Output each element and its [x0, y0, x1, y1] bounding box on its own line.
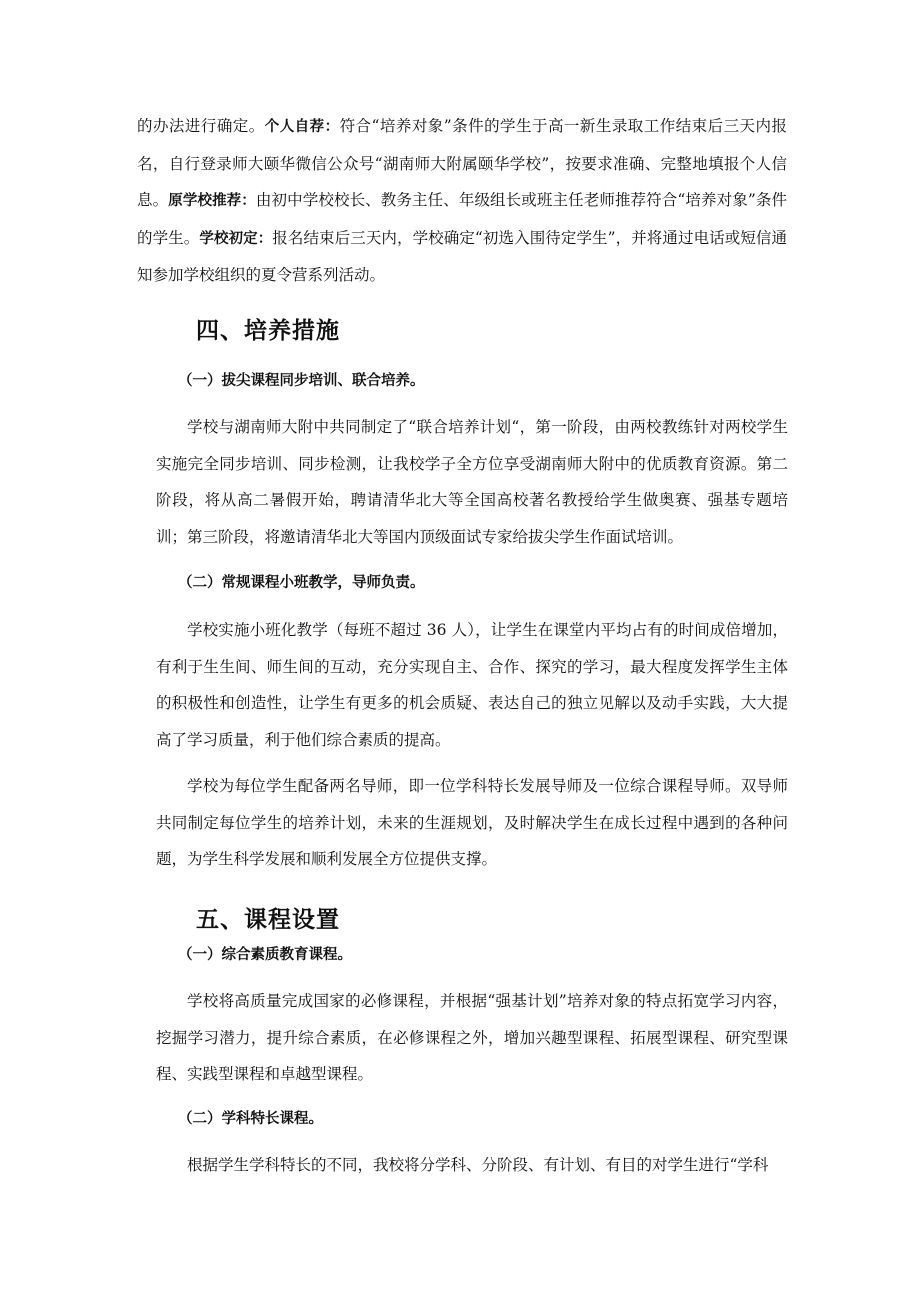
paragraph-text: 根据学生学科特长的不同，我校将分学科、分阶段、有计划、有目的对学生进行“学科	[187, 1156, 769, 1174]
section-4-sub-2-paragraph-2	[156, 768, 788, 878]
section-4-sub-2-paragraph-1	[156, 612, 788, 758]
intro-text-1: 的办法进行确定。	[137, 117, 265, 135]
section-5-sub-1-paragraph	[156, 983, 788, 1093]
intro-text-2: 符合“培养对象”条件的学生于高一新生录取工作结束后三天内报名，自行登录师大颐华微信公众号“湖南师大附属颐华学校”，按要求准确、完整地填报个人信息。	[137, 117, 787, 209]
section-5-sub-2-heading: （二）学科特长课程。	[178, 1111, 323, 1127]
section-5-sub-1-heading: （一）综合素质教育课程。	[178, 947, 352, 963]
intro-text-3: 由初中学校校长、教务主任、年级组长或班主任老师推荐符合“培养对象”条件的学生。	[137, 191, 788, 247]
intro-label-initial: 学校初定：	[199, 230, 273, 247]
section-4-title: 四、培养措施	[196, 317, 340, 344]
paragraph-text: 学校为每位学生配备两名导师，即一位学科特长发展导师及一位综合课程导师。双导师共同制定每位学生的培养计划，未来的生涯规划，及时解决学生在成长过程中遇到的各种问题，为学生科学发展和顺利发展全方位提供支撑。	[156, 777, 788, 868]
section-5-title: 五、课程设置	[196, 906, 340, 933]
intro-text-4: 报名结束后三天内，学校确定“初选入围待定学生”，并将通过电话或短信通知参加学校组织的夏令营系列活动。	[137, 228, 787, 284]
intro-label-school: 原学校推荐：	[168, 193, 256, 209]
paragraph-text: 学校与湖南师大附中共同制定了“联合培养计划“，第一阶段，由两校教练针对两校学生实施完全同步培训、同步检测，让我校学子全方位享受湖南师大附中的优质教育资源。第二阶段，将从高二暑假开始，聘请清华北大等全国高校著名教授给学生做奥赛、强基专题培训；第三阶段，将邀请清华北大等国内顶级面试专家给拔尖学生作面试培训。	[156, 418, 788, 546]
section-5-sub-2-paragraph	[156, 1147, 788, 1184]
section-4-sub-1-paragraph	[156, 409, 788, 555]
section-4-sub-1-heading: （一）拔尖课程同步培训、联合培养。	[178, 373, 425, 389]
intro-paragraph	[137, 108, 787, 294]
paragraph-text: 学校将高质量完成国家的必修课程，并根据“强基计划”培养对象的特点拓宽学习内容，挖掘学习潜力，提升综合素质，在必修课程之外，增加兴趣型课程、拓展型课程、研究型课程、实践型课程和卓越型课程。	[156, 992, 788, 1083]
intro-label-self: 个人自荐：	[264, 119, 340, 135]
paragraph-text: 学校实施小班化教学（每班不超过 36 人），让学生在课堂内平均占有的时间成倍增加，有利于生生间、师生间的互动，充分实现自主、合作、探究的学习，最大程度发挥学生主体的积极性和创造性，让学生有更多的机会质疑、表达自己的独立见解以及动手实践，大大提高了学习质量，利于他们综合素质的提高。	[156, 621, 788, 749]
section-4-sub-2-heading: （二）常规课程小班教学，导师负责。	[178, 575, 425, 591]
